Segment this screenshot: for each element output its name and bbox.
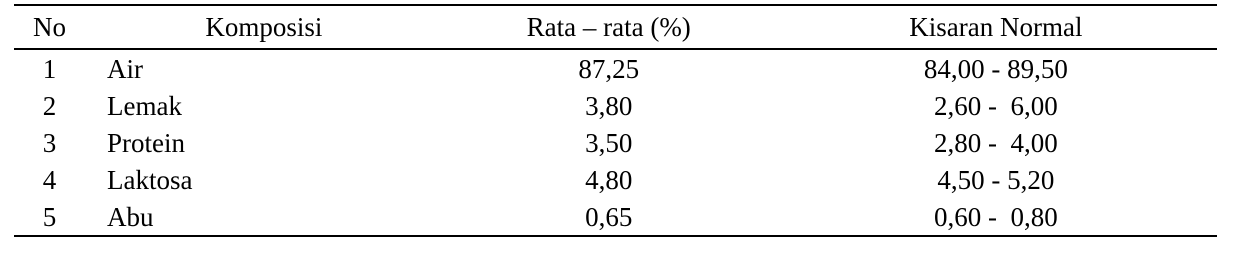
composition-table-container <box>14 4 1217 237</box>
cell-kisaran-normal: 0,60 - 0,80 <box>933 201 1058 232</box>
cell-no: 3 <box>42 127 57 158</box>
cell-rata-rata: 0,65 <box>585 201 633 232</box>
cell-no: 2 <box>42 90 57 121</box>
cell-no: 1 <box>42 53 57 84</box>
header-kisaran-normal: Kisaran Normal <box>909 12 1083 42</box>
cell-kisaran-normal: 2,80 - 4,00 <box>933 127 1058 158</box>
cell-no: 5 <box>42 201 57 232</box>
cell-kisaran-normal: 4,50 - 5,20 <box>937 164 1055 195</box>
cell-rata-rata: 3,80 <box>585 90 633 121</box>
header-rata-rata: Rata – rata (%) <box>526 12 691 42</box>
table-row <box>14 198 1217 236</box>
table-header <box>14 5 1217 49</box>
cell-rata-rata: 3,50 <box>585 127 633 158</box>
cell-komposisi: Lemak <box>107 90 182 121</box>
cell-kisaran-normal: 84,00 - 89,50 <box>923 53 1068 84</box>
cell-komposisi: Protein <box>107 127 185 158</box>
header-row <box>14 5 1217 49</box>
table-row <box>14 124 1217 161</box>
table-row <box>14 49 1217 87</box>
header-no: No <box>33 12 66 42</box>
cell-komposisi: Laktosa <box>107 164 193 195</box>
table-row <box>14 87 1217 124</box>
cell-rata-rata: 4,80 <box>585 164 633 195</box>
header-komposisi: Komposisi <box>205 12 323 42</box>
composition-table <box>14 4 1217 237</box>
cell-no: 4 <box>42 164 57 195</box>
cell-rata-rata: 87,25 <box>578 53 640 84</box>
cell-kisaran-normal: 2,60 - 6,00 <box>933 90 1058 121</box>
table-row <box>14 161 1217 198</box>
cell-komposisi: Air <box>107 53 143 84</box>
table-body <box>14 49 1217 236</box>
cell-komposisi: Abu <box>107 201 154 232</box>
